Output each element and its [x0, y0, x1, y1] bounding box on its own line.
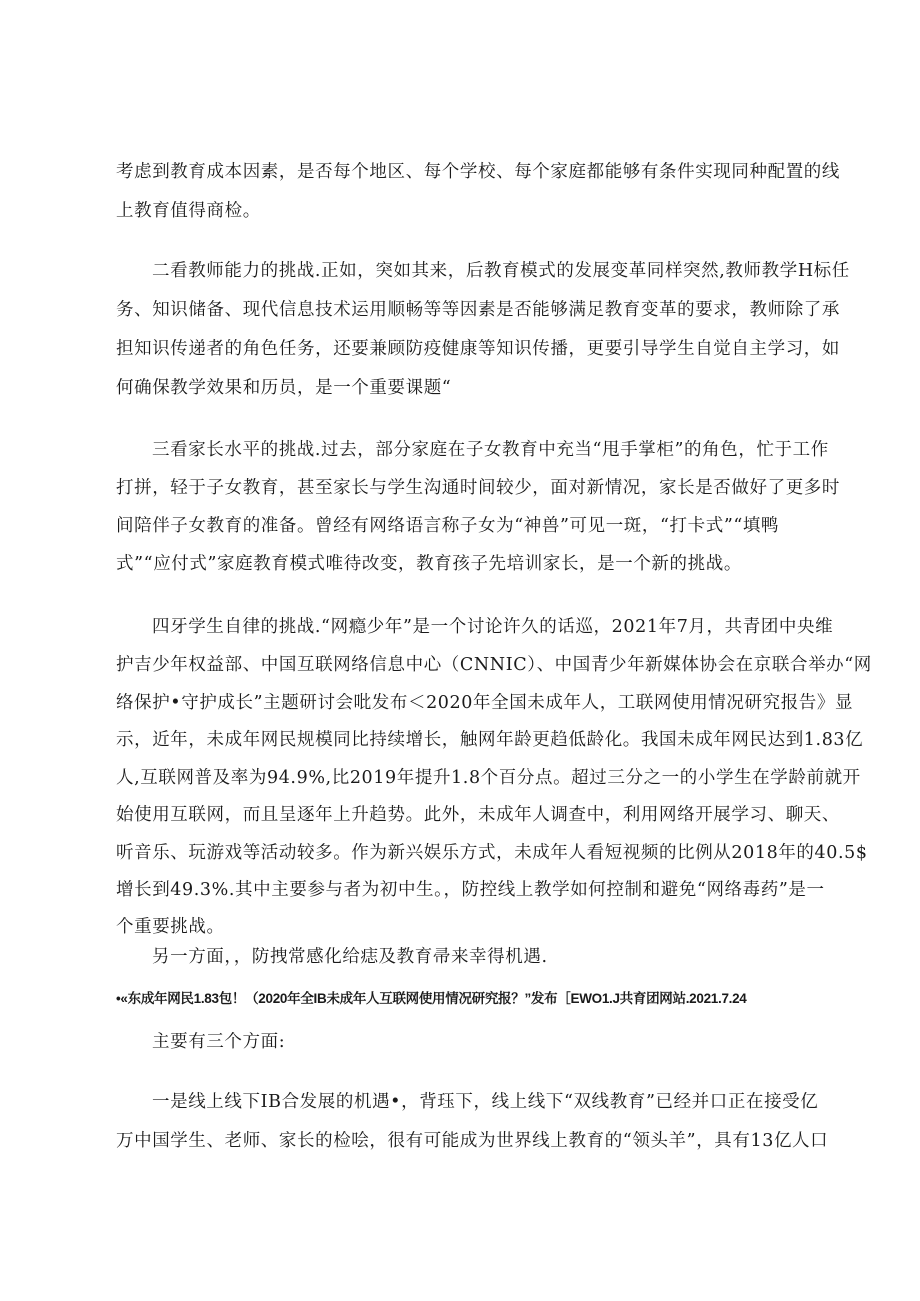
paragraph-line: 打拼，轻于子女教育，甚至家长与学生沟通时间较少，面对新情况，家长是否做好了更多时	[116, 478, 840, 498]
paragraph-line: 始使用互联网，而且呈逐年上升趋势。此外，未成年人调查中，利用网络开展学习、聊天、	[116, 805, 840, 825]
paragraph-line: 担知识传递者的角色任务，还要兼顾防疫健康等知识传播，更要引导学生自觉自主学习，如	[116, 339, 840, 359]
paragraph-line: 式”“应付式”家庭教育模式唯待改变，教育孩子先培训家长，是一个新的挑战。	[116, 554, 742, 574]
paragraph-line: 上教育值得商检。	[116, 201, 261, 221]
paragraph-line: 个重要挑战。	[116, 917, 225, 937]
paragraph-line: 主要有三个方面:	[152, 1032, 286, 1052]
paragraph-line: 示，近年，未成年网民规模同比持续增长，触网年龄更趋低龄化。我国未成年网民达到1.83亿	[116, 730, 864, 750]
paragraph-line: 考虑到教育成本因素，是否每个地区、每个学校、每个家庭都能够有条件实现同种配置的线	[116, 162, 840, 182]
paragraph-line: 一是线上线下IB合发展的机遇•，背珏下，线上线下“双线教育”已经并口正在接受亿	[152, 1092, 819, 1112]
footnote: •«东成年网民1.83包！（2020年全IB未成年人互联网使用情况研究报？”发布［EWO1.J共育团网站.2021.7.24	[116, 991, 747, 1006]
paragraph-line: 何确保教学效果和历员，是一个重要课题“	[116, 378, 452, 398]
paragraph-line: 间陪伴子女教育的准备。曾经有网络语言称子女为“神兽”可见一斑，“打卡式”“填鸭	[116, 516, 780, 536]
paragraph-line: 增长到49.3%.其中主要参与者为初中生。，防控线上教学如何控制和避免“网络毒药”是一	[116, 880, 825, 900]
paragraph-line: 络保护•守护成长”主题研讨会吡发布＜2020年全国未成年人，工联网使用情况研究报告》显	[116, 693, 854, 713]
paragraph-line: 务、知识储备、现代信息技术运用顺畅等等因素是否能够满足教育变革的要求，教师除了承	[116, 300, 840, 320]
paragraph-line: 人,互联网普及率为94.9%,比2019年提升1.8个百分点。超过三分之一的小学生在学龄前就开	[116, 768, 861, 788]
paragraph-line: 万中国学生、老师、家长的检哙，很有可能成为世界线上教育的“领头羊”，具有13亿人口	[116, 1131, 829, 1151]
paragraph-line: 听音乐、玩游戏等活动较多。作为新兴娱乐方式，未成年人看短视频的比例从2018年的40.5$	[116, 843, 868, 863]
paragraph-line: 三看家长水平的挑战.过去，部分家庭在子女教育中充当“甩手掌柜”的角色，忙于工作	[152, 440, 829, 460]
paragraph-line: 四牙学生自律的挑战.“网瘾少年”是一个讨论许久的话巡，2021年7月，共青团中央维	[152, 617, 834, 637]
paragraph-line: 另一方面，，防拽常感化给痣及教育帚来幸得机遇.	[152, 947, 548, 967]
paragraph-line: 护吉少年权益部、中国互联网络信息中心（CNNIC）、中国青少年新媒体协会在京联合举办“网	[116, 655, 872, 675]
paragraph-line: 二看教师能力的挑战.正如，突如其来，后教育模式的发展变革同样突然,教师教学H标任	[152, 261, 850, 281]
